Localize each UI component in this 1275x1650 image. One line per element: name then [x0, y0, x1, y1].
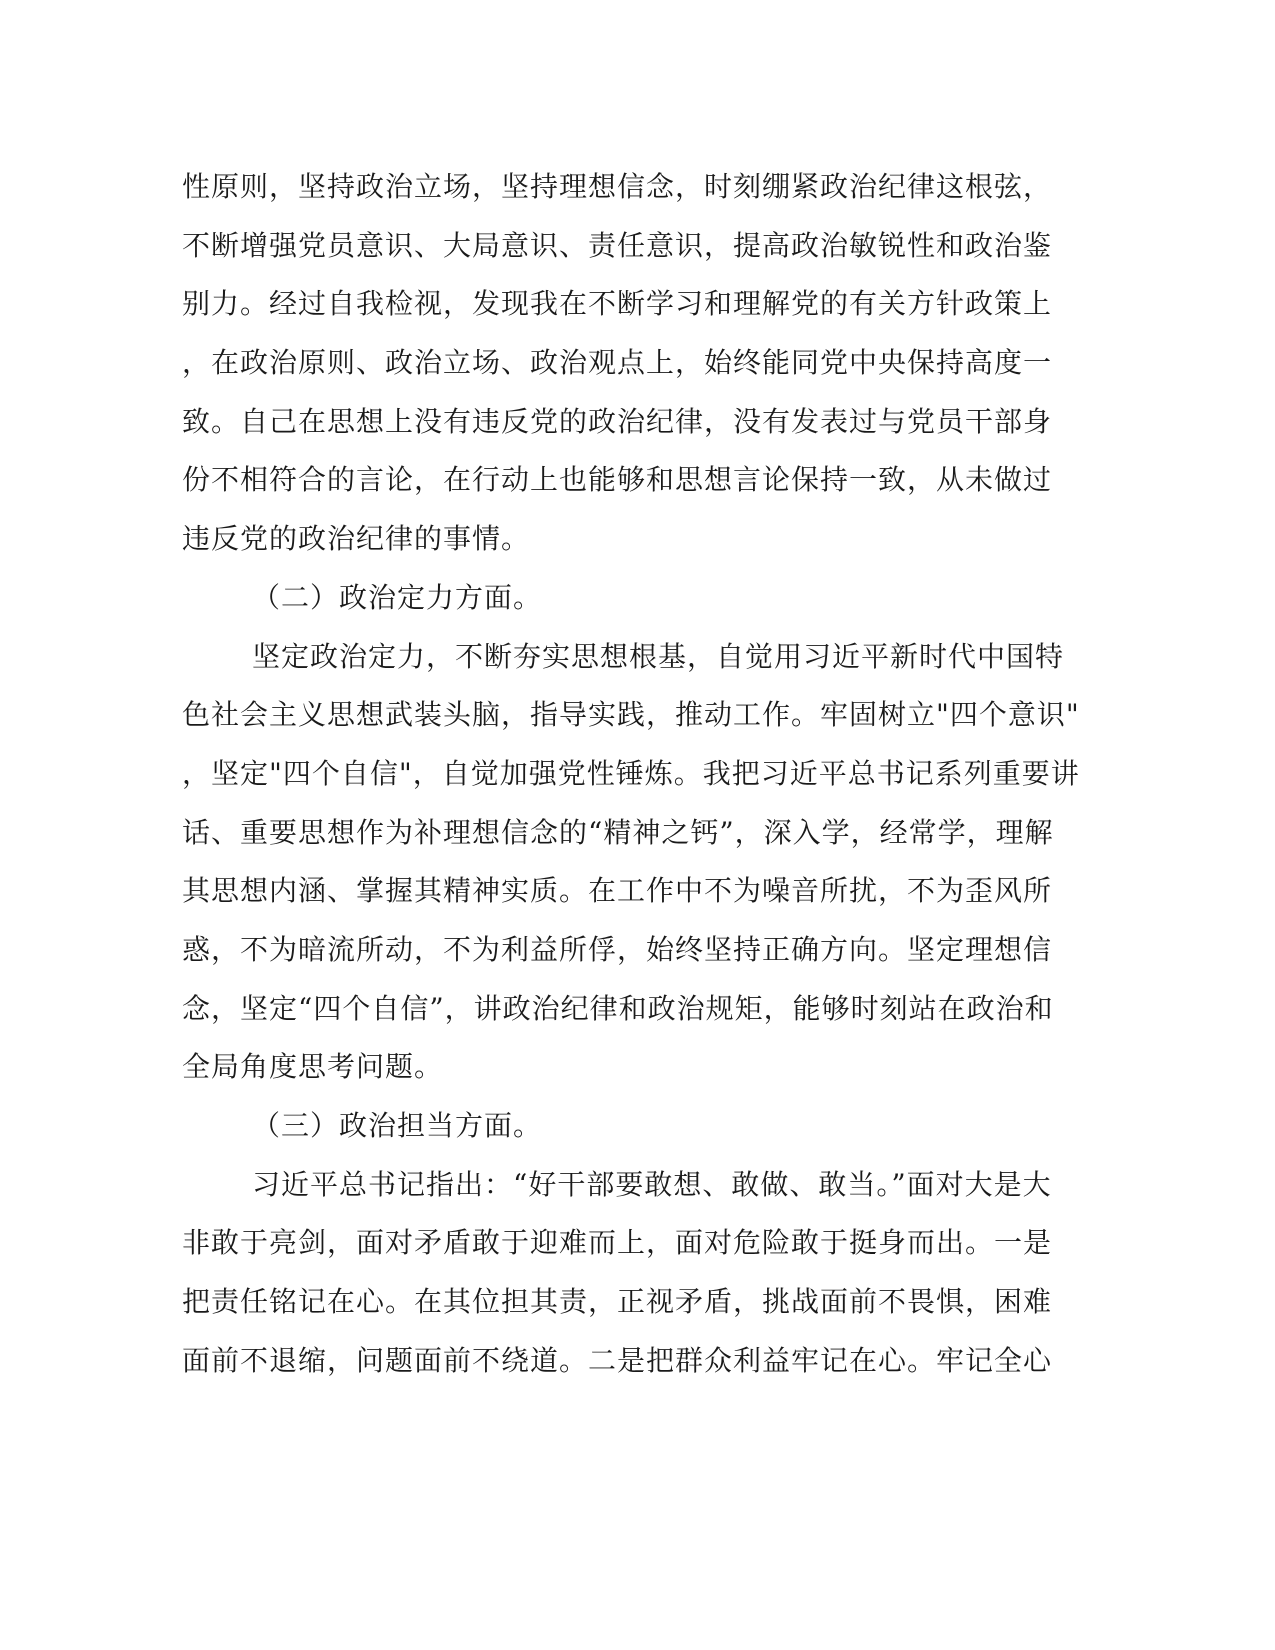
- text-line: 色社会主义思想武装头脑，指导实践，推动工作。牢固树立"四个意识": [182, 698, 1080, 732]
- text-line: 份不相符合的言论，在行动上也能够和思想言论保持一致，从未做过: [182, 463, 1053, 497]
- text-line: 全局角度思考问题。: [182, 1050, 444, 1084]
- text-line: 念，坚定“四个自信”，讲政治纪律和政治规矩，能够时刻站在政治和: [182, 991, 1054, 1025]
- text-line: 致。自己在思想上没有违反党的政治纪律，没有发表过与党员干部身: [182, 404, 1053, 438]
- text-line: 习近平总书记指出：“好干部要敢想、敢做、敢当。”面对大是大: [252, 1167, 1052, 1201]
- text-line: 惑，不为暗流所动，不为利益所俘，始终坚持正确方向。坚定理想信: [182, 932, 1053, 966]
- text-line: 其思想内涵、掌握其精神实质。在工作中不为噪音所扰，不为歪风所: [182, 874, 1053, 908]
- text-line: 面前不退缩，问题面前不绕道。二是把群众利益牢记在心。牢记全心: [182, 1343, 1053, 1377]
- section-heading: （三）政治担当方面。: [252, 1109, 543, 1142]
- text-line: 违反党的政治纪律的事情。: [182, 522, 531, 556]
- document-body: [182, 158, 1080, 1390]
- text-line: 别力。经过自我检视，发现我在不断学习和理解党的有关方针政策上: [182, 287, 1053, 321]
- text-line: 性原则，坚持政治立场，坚持理想信念，时刻绷紧政治纪律这根弦，: [182, 170, 1053, 203]
- text-line: ，坚定"四个自信"，自觉加强党性锤炼。我把习近平总书记系列重要讲: [182, 756, 1080, 790]
- text-line: 非敢于亮剑，面对矛盾敢于迎难而上，面对危险敢于挺身而出。一是: [182, 1226, 1053, 1260]
- section-heading: （二）政治定力方面。: [252, 580, 543, 614]
- text-line: 不断增强党员意识、大局意识、责任意识，提高政治敏锐性和政治鉴: [182, 228, 1053, 262]
- text-line: ，在政治原则、政治立场、政治观点上，始终能同党中央保持高度一: [182, 346, 1053, 380]
- text-line: 话、重要思想作为补理想信念的“精神之钙”，深入学，经常学，理解: [182, 815, 1054, 849]
- text-line: 坚定政治定力，不断夯实思想根基，自觉用习近平新时代中国特: [252, 639, 1065, 673]
- text-line: 把责任铭记在心。在其位担其责，正视矛盾，挑战面前不畏惧，困难: [182, 1285, 1053, 1319]
